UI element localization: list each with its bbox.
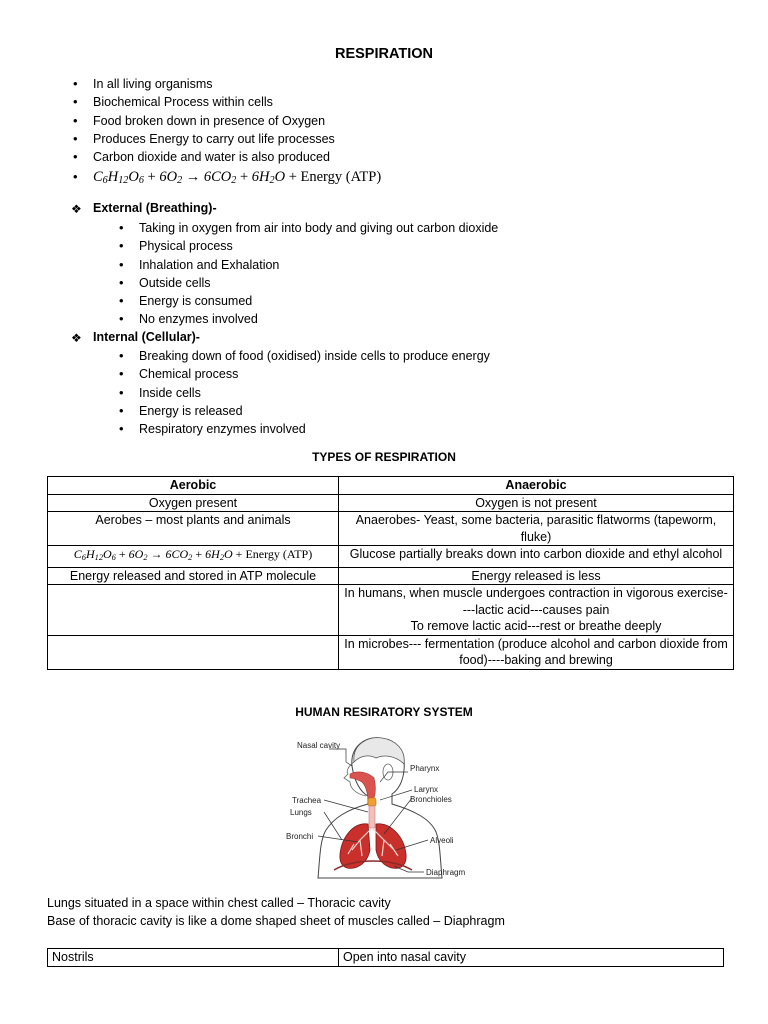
- table-cell: [339, 585, 734, 636]
- label-bronchioles: Bronchioles: [410, 795, 452, 804]
- table-row: [48, 635, 734, 669]
- list-item: • Food broken down in presence of Oxygen: [93, 112, 381, 130]
- list-item: • In all living organisms: [93, 75, 381, 93]
- list-item: • Energy is released: [139, 402, 490, 420]
- diamond-bullet-icon: ❖: [71, 202, 82, 216]
- equation-energy: Energy (ATP): [300, 169, 382, 186]
- table-row: [48, 949, 724, 967]
- paragraph: Base of thoracic cavity is like a dome shaped sheet of muscles called – Diaphragm: [47, 914, 505, 928]
- lactic-acid-removal-text: To remove lactic acid---rest or breathe deeply: [410, 619, 662, 633]
- internal-heading: Internal (Cellular)-: [93, 330, 200, 344]
- lactic-acid-text: In humans, when muscle undergoes contraction in vigorous exercise----lactic acid---causes pain: [344, 586, 728, 617]
- label-bronchi: Bronchi: [286, 832, 314, 841]
- list-item: • Energy is consumed: [139, 292, 498, 310]
- label-lungs: Lungs: [290, 808, 312, 817]
- list-item: • Inhalation and Exhalation: [139, 256, 498, 274]
- list-item: • No enzymes involved: [139, 310, 498, 328]
- page-title: RESPIRATION: [334, 46, 434, 62]
- table-row: [48, 585, 734, 636]
- table-row: [48, 567, 734, 585]
- list-item: • Inside cells: [139, 384, 490, 402]
- list-item: • Chemical process: [139, 365, 490, 383]
- types-title: TYPES OF RESPIRATION: [312, 450, 456, 464]
- table-cell: [48, 585, 339, 636]
- list-item: • Produces Energy to carry out life processes: [93, 130, 381, 148]
- diamond-bullet-icon: ❖: [71, 331, 82, 345]
- table-header-anaerobic: Anaerobic: [339, 477, 734, 495]
- paragraph: Lungs situated in a space within chest called – Thoracic cavity: [47, 896, 391, 910]
- equation-energy: Energy (ATP): [245, 547, 313, 561]
- table-cell: Aerobes – most plants and animals: [48, 512, 339, 546]
- respiratory-system-diagram: [284, 732, 474, 882]
- table-cell: Energy released is less: [339, 567, 734, 585]
- table-cell: Open into nasal cavity: [339, 949, 724, 967]
- list-item: • Respiratory enzymes involved: [139, 420, 490, 438]
- label-larynx: Larynx: [414, 785, 439, 794]
- table-cell: [48, 635, 339, 669]
- table-cell: Anaerobes- Yeast, some bacteria, parasitic flatworms (tapeworm, fluke): [339, 512, 734, 546]
- label-trachea: Trachea: [292, 796, 322, 805]
- table-row: [48, 494, 734, 512]
- organs-table: [47, 948, 724, 967]
- label-diaphragm: Diaphragm: [426, 868, 466, 877]
- list-item: • Outside cells: [139, 274, 498, 292]
- table-header-aerobic: Aerobic: [48, 477, 339, 495]
- list-item: • Physical process: [139, 237, 498, 255]
- table-cell: Nostrils: [48, 949, 339, 967]
- internal-list: [139, 347, 490, 438]
- table-row: [48, 546, 734, 568]
- list-item: • Taking in oxygen from air into body and giving out carbon dioxide: [139, 219, 498, 237]
- label-pharynx: Pharynx: [410, 764, 440, 773]
- list-item: • Biochemical Process within cells: [93, 93, 381, 111]
- label-nasal-cavity: Nasal cavity: [297, 741, 341, 750]
- table-row: [48, 512, 734, 546]
- system-title: HUMAN RESIRATORY SYSTEM: [295, 705, 473, 719]
- external-heading: External (Breathing)-: [93, 201, 217, 215]
- table-cell: Energy released and stored in ATP molecule: [48, 567, 339, 585]
- aerobic-equation-cell: $C_6H_{12}O_6 + 6O_2 \to 6CO_2 + 6H_2O$ + Energy (ATP): [48, 546, 339, 568]
- table-cell: Oxygen present: [48, 494, 339, 512]
- table-cell: Oxygen is not present: [339, 494, 734, 512]
- table-cell: In microbes--- fermentation (produce alcohol and carbon dioxide from food)----baking and brewing: [339, 635, 734, 669]
- types-table: [47, 476, 734, 670]
- label-alveoli: Alveoli: [430, 836, 454, 845]
- list-item: • Breaking down of food (oxidised) inside cells to produce energy: [139, 347, 490, 365]
- list-item: • Carbon dioxide and water is also produced: [93, 148, 381, 166]
- intro-bullet-list: [93, 75, 381, 188]
- external-list: [139, 219, 498, 329]
- table-cell: Glucose partially breaks down into carbon dioxide and ethyl alcohol: [339, 546, 734, 568]
- respiration-equation: • $C_6H_{12}O_6 + 6O_2 \to 6CO_2 + 6H_2O$ + Energy (ATP): [93, 166, 381, 188]
- table-row: [48, 477, 734, 495]
